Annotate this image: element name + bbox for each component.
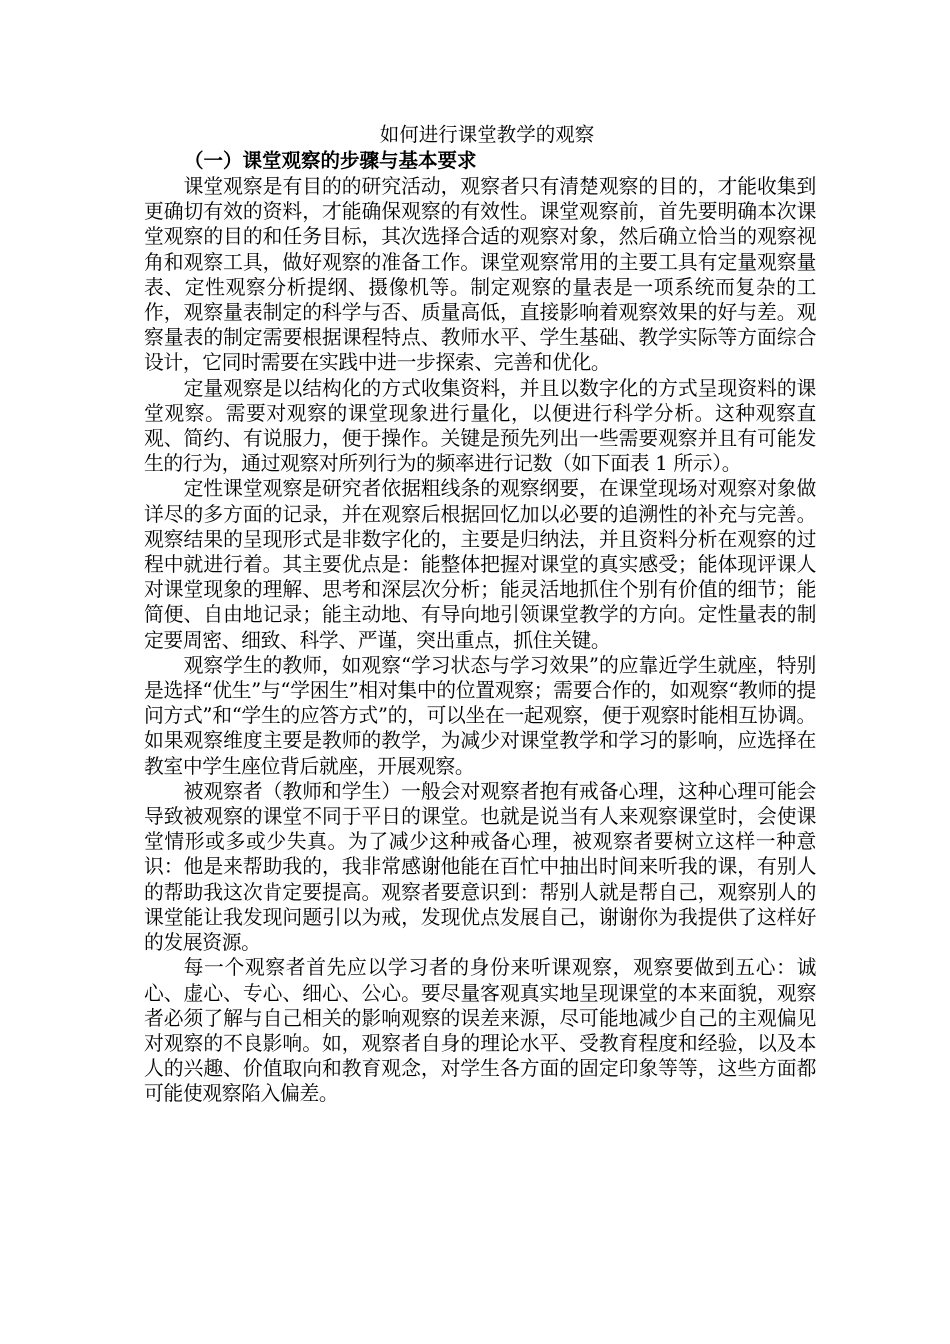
document-body bbox=[144, 122, 816, 1107]
paragraph-6: 每一个观察者首先应以学习者的身份来听课观察，观察要做到五心：诚心、虚心、专心、细心、公心。要尽量客观真实地呈现课堂的本来面貌，观察者必须了解与自己相关的影响观察的误差来源，尽可能地减少自己的主观偏见对观察的不良影响。如，观察者自身的理论水平、受教育程度和经验，以及本人的兴趣、价值取向和教育观念，对学生各方面的固定印象等等，这些方面都可能使观察陷入偏差。 bbox=[144, 956, 816, 1106]
document-title: 如何进行课堂教学的观察 bbox=[379, 123, 595, 146]
section-heading: （一）课堂观察的步骤与基本要求 bbox=[184, 149, 477, 172]
paragraph-1: 课堂观察是有目的的研究活动，观察者只有清楚观察的目的，才能收集到更确切有效的资料，才能确保观察的有效性。课堂观察前，首先要明确本次课堂观察的目的和任务目标，其次选择合适的观察对象，然后确立恰当的观察视角和观察工具，做好观察的准备工作。课堂观察常用的主要工具有定量观察量表、定性观察分析提纲、摄像机等。制定观察的量表是一项系统而复杂的工作，观察量表制定的科学与否、质量高低，直接影响着观察效果的好与差。观察量表的制定需要根据课程特点、教师水平、学生基础、教学实际等方面综合设计，它同时需要在实践中进一步探索、完善和优化。 bbox=[144, 175, 816, 375]
paragraph-4: 观察学生的教师，如观察“学习状态与学习效果”的应靠近学生就座，特别是选择“优生”与“学困生”相对集中的位置观察；需要合作的，如观察“教师的提问方式”和“学生的应答方式”的，可以坐在一起观察，便于观察时能相互协调。如果观察维度主要是教师的教学，为减少对课堂教学和学习的影响，应选择在教室中学生座位背后就座，开展观察。 bbox=[144, 653, 816, 778]
paragraph-2: 定量观察是以结构化的方式收集资料，并且以数字化的方式呈现资料的课堂观察。需要对观察的课堂现象进行量化，以便进行科学分析。这种观察直观、简约、有说服力，便于操作。关键是预先列出一些需要观察并且有可能发生的行为，通过观察对所列行为的频率进行记数（如下面表 1 所示）。 bbox=[144, 376, 816, 476]
paragraph-5: 被观察者（教师和学生）一般会对观察者抱有戒备心理，这种心理可能会导致被观察的课堂不同于平日的课堂。也就是说当有人来观察课堂时，会使课堂情形或多或少失真。为了减少这种戒备心理，被观察者要树立这样一种意识：他是来帮助我的，我非常感谢他能在百忙中抽出时间来听我的课，有别人的帮助我这次肯定要提高。观察者要意识到：帮别人就是帮自己，观察别人的课堂能让我发现问题引以为戒，发现优点发展自己，谢谢你为我提供了这样好的发展资源。 bbox=[144, 779, 816, 955]
paragraph-3: 定性课堂观察是研究者依据粗线条的观察纲要，在课堂现场对观察对象做详尽的多方面的记录，并在观察后根据回忆加以必要的追溯性的补充与完善。观察结果的呈现形式是非数字化的，主要是归纳法，并且资料分析在观察的过程中就进行着。其主要优点是：能整体把握对课堂的真实感受；能体现评课人对课堂现象的理解、思考和深层次分析；能灵活地抓住个别有价值的细节；能简便、自由地记录；能主动地、有导向地引领课堂教学的方向。定性量表的制定要周密、细致、科学、严谨，突出重点，抓住关键。 bbox=[144, 477, 816, 652]
